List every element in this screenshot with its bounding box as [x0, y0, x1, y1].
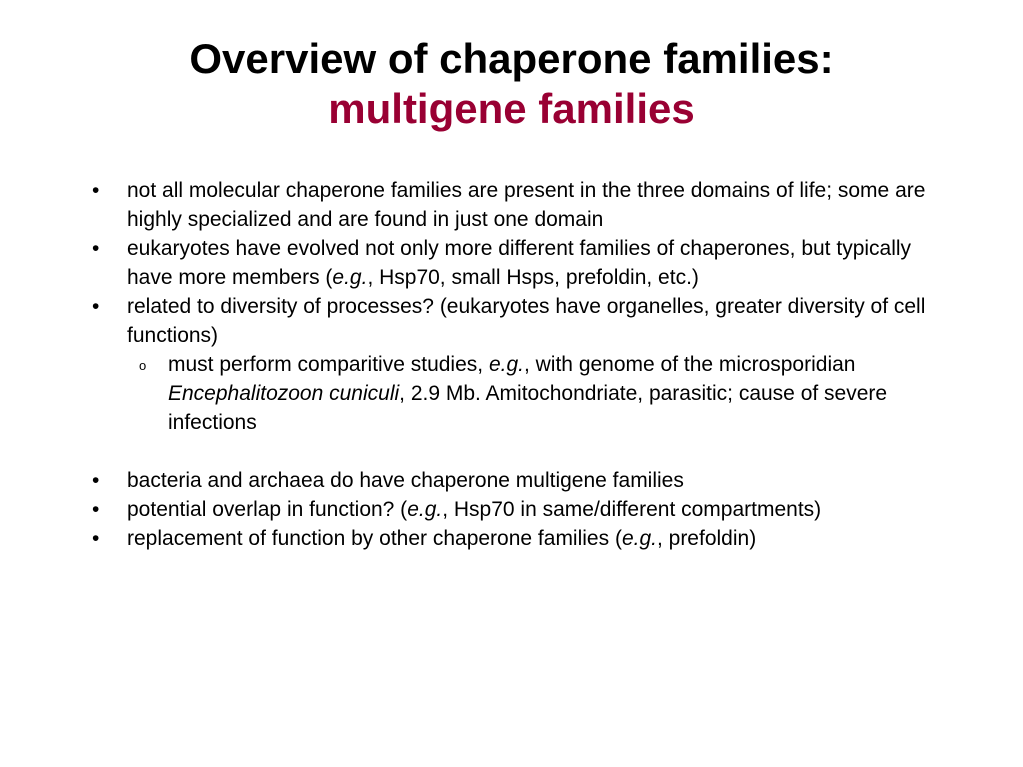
bullet-marker: • — [92, 179, 100, 202]
bullet-italic: e.g. — [621, 527, 657, 550]
bullet-text: bacteria and archaea do have chaperone multigene families — [127, 469, 684, 492]
bullet-text: eukaryotes have evolved not only more different families of chaperones, but typically have more members ( — [127, 237, 912, 289]
bullet-marker: • — [92, 469, 100, 492]
bullet-item — [92, 176, 962, 234]
bullet-item — [92, 495, 962, 524]
bullet-text: replacement of function by other chaperone families ( — [127, 527, 622, 550]
bullet-item — [92, 524, 962, 553]
sub-bullet-italic: e.g. — [488, 353, 524, 376]
bullet-marker: • — [92, 498, 100, 521]
bullet-text: , prefoldin) — [656, 527, 757, 550]
bullet-text: , Hsp70, small Hsps, prefoldin, etc.) — [367, 266, 699, 289]
sub-bullet-text: , with genome of the microsporidian — [523, 353, 856, 376]
bullet-text: not all molecular chaperone families are present in the three domains of life; some are highly specialized and are found in just one domain — [127, 179, 926, 231]
bullet-italic: e.g. — [407, 498, 443, 521]
title-line-2: multigene families — [328, 85, 695, 132]
bullet-marker: • — [92, 237, 100, 260]
bullet-text: related to diversity of processes? (eukaryotes have organelles, greater diversity of cell functions) — [127, 295, 926, 347]
sub-bullet-text: must perform comparitive studies, — [168, 353, 489, 376]
bullet-italic: e.g. — [332, 266, 368, 289]
bullet-marker: • — [92, 527, 100, 550]
spacer — [92, 437, 962, 466]
sub-bullet-item — [133, 350, 962, 437]
title-line-1: Overview of chaperone families: — [189, 35, 834, 82]
bullet-text: , Hsp70 in same/different compartments) — [442, 498, 822, 521]
sub-bullet-text: , 2.9 Mb. Amitochondriate, parasitic; cause of severe infections — [168, 382, 888, 434]
bullet-item — [92, 292, 962, 350]
bullet-list — [92, 176, 962, 553]
bullet-marker: • — [92, 295, 100, 318]
species-name: Encephalitozoon cuniculi — [168, 382, 400, 405]
slide-title — [0, 34, 1023, 134]
bullet-text: potential overlap in function? ( — [127, 498, 408, 521]
bullet-item — [92, 466, 962, 495]
sub-bullet-marker: o — [139, 358, 147, 373]
bullet-item — [92, 234, 962, 292]
